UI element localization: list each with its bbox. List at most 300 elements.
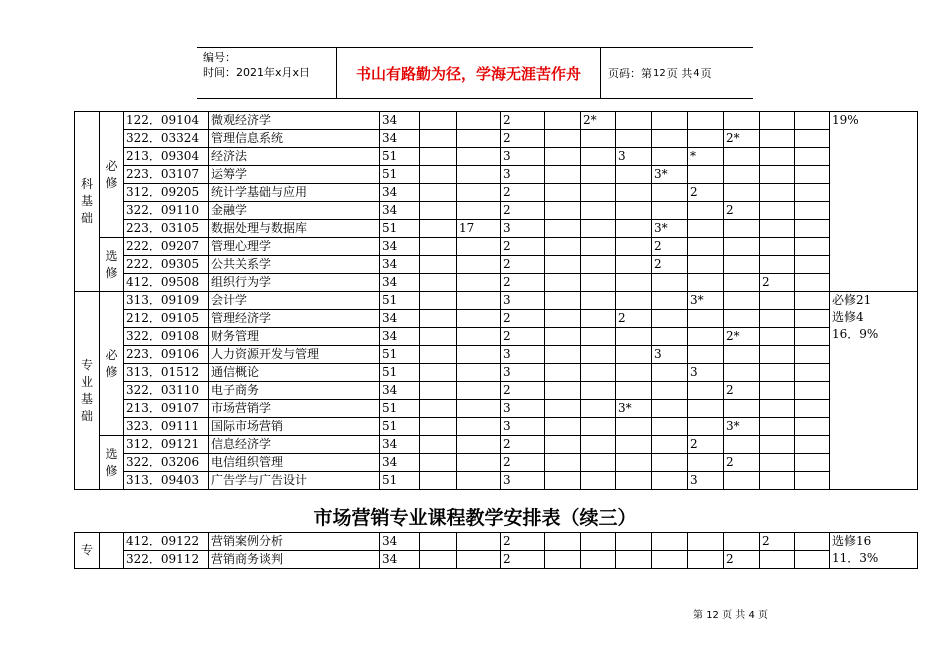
cell-c8 [581,148,616,166]
cell-c7 [545,436,581,454]
footer-page-num: 12 [706,610,719,621]
cell-code: 323．09111 [124,418,209,436]
cell-c7 [545,148,581,166]
cell-c9 [616,364,652,382]
table-row [75,400,918,418]
cell-c5 [457,238,501,256]
cell-credit: 3 [501,292,545,310]
table-row [75,382,918,400]
table-row [75,112,918,130]
table-row [75,418,918,436]
cell-c9: 3 [616,148,652,166]
cell-hours: 34 [380,533,420,551]
cell-c14 [795,148,830,166]
cell-hours: 34 [380,310,420,328]
cell-c5 [457,274,501,292]
cell-c12: 2 [724,551,760,569]
subgroup-bixiu: 必 修 [100,112,124,238]
cell-credit: 3 [501,472,545,490]
table-row [75,472,918,490]
cell-hours: 34 [380,238,420,256]
footer-prefix: 第 [693,610,703,621]
cell-c12 [724,436,760,454]
cell-name: 人力资源开发与管理 [209,346,380,364]
cell-c13: 2 [760,533,795,551]
cell-c14 [795,202,830,220]
cell-c8 [581,328,616,346]
header-time: 时间：2021年x月x日 [203,66,311,79]
cell-c5 [457,551,501,569]
page-header [197,47,753,99]
cell-c13 [760,454,795,472]
cell-c7 [545,551,581,569]
cell-c10: 2 [652,256,688,274]
cell-c13 [760,148,795,166]
cell-name: 通信概论 [209,364,380,382]
cell-c9 [616,202,652,220]
cell-c8 [581,551,616,569]
cell-c5 [457,148,501,166]
table-row [75,220,918,238]
cell-c4 [420,533,457,551]
cell-c12: 2* [724,328,760,346]
cell-c4 [420,256,457,274]
cell-hours: 51 [380,220,420,238]
cell-c10 [652,292,688,310]
cell-c12 [724,400,760,418]
percent-group3: 选修16 11．3% [830,533,918,569]
header-page-info [602,48,753,98]
cell-c8 [581,184,616,202]
cell-c13 [760,472,795,490]
cell-c7 [545,220,581,238]
cell-credit: 3 [501,148,545,166]
cell-code: 322．03324 [124,130,209,148]
cell-name: 统计学基础与应用 [209,184,380,202]
cell-c4 [420,274,457,292]
cell-hours: 34 [380,130,420,148]
cell-c4 [420,184,457,202]
cell-c9 [616,184,652,202]
cell-c11: 3 [688,472,724,490]
cell-code: 322．03110 [124,382,209,400]
cell-c4 [420,238,457,256]
cell-c14 [795,274,830,292]
cell-name: 广告学与广告设计 [209,472,380,490]
cell-c13 [760,382,795,400]
cell-c13 [760,130,795,148]
cell-c8 [581,472,616,490]
cell-c14 [795,472,830,490]
cell-c11 [688,400,724,418]
cell-c4 [420,328,457,346]
table-row [75,364,918,382]
cell-c7 [545,533,581,551]
cell-c5 [457,310,501,328]
footer-suffix: 页 [758,610,769,621]
cell-c10 [652,400,688,418]
cell-name: 数据处理与数据库 [209,220,380,238]
table-row [75,533,918,551]
cell-c7 [545,364,581,382]
cell-c5 [457,202,501,220]
cell-hours: 51 [380,346,420,364]
cell-c8 [581,382,616,400]
cell-credit: 3 [501,400,545,418]
cell-name: 管理经济学 [209,310,380,328]
cell-credit: 3 [501,418,545,436]
cell-credit: 2 [501,551,545,569]
header-page-mid: 页 共 [666,67,693,80]
cell-hours: 51 [380,400,420,418]
cell-c5 [457,472,501,490]
course-table-continued [74,532,918,569]
cell-name: 财务管理 [209,328,380,346]
cell-c9 [616,166,652,184]
cell-credit: 2 [501,202,545,220]
cell-credit: 2 [501,112,545,130]
cell-hours: 34 [380,112,420,130]
cell-c9 [616,274,652,292]
cell-c11 [688,310,724,328]
cell-code: 223．09106 [124,346,209,364]
cell-c4 [420,292,457,310]
cell-name: 电子商务 [209,382,380,400]
cell-c8 [581,533,616,551]
cell-c11 [688,533,724,551]
table-row [75,274,918,292]
cell-c8 [581,274,616,292]
header-left [197,48,337,98]
cell-c14 [795,436,830,454]
table-row [75,238,918,256]
table-row [75,148,918,166]
cell-credit: 2 [501,130,545,148]
cell-c14 [795,112,830,130]
subgroup-xuanxiu: 选 修 [100,436,124,490]
cell-c11: 2 [688,436,724,454]
group-label-zhuan: 专 [75,533,100,569]
cell-c7 [545,184,581,202]
cell-c11 [688,328,724,346]
cell-code: 312．09205 [124,184,209,202]
cell-code: 223．03107 [124,166,209,184]
cell-c9 [616,112,652,130]
cell-name: 国际市场营销 [209,418,380,436]
cell-c13 [760,112,795,130]
cell-c9 [616,238,652,256]
cell-c12: 2 [724,202,760,220]
table-row [75,184,918,202]
cell-name: 运筹学 [209,166,380,184]
cell-c14 [795,533,830,551]
cell-c8 [581,292,616,310]
cell-credit: 2 [501,310,545,328]
cell-c7 [545,238,581,256]
cell-hours: 51 [380,364,420,382]
cell-c13 [760,551,795,569]
cell-c14 [795,364,830,382]
cell-c13 [760,256,795,274]
cell-c7 [545,418,581,436]
cell-c8 [581,346,616,364]
cell-c12 [724,220,760,238]
cell-c9 [616,292,652,310]
cell-code: 213．09107 [124,400,209,418]
cell-c4 [420,364,457,382]
cell-code: 412．09508 [124,274,209,292]
cell-name: 会计学 [209,292,380,310]
table-title: 市场营销专业课程教学安排表（续三） [313,507,637,529]
cell-c9 [616,551,652,569]
cell-code: 213．09304 [124,148,209,166]
cell-c11 [688,346,724,364]
cell-code: 122．09104 [124,112,209,130]
cell-hours: 34 [380,184,420,202]
cell-c8 [581,130,616,148]
table-row [75,256,918,274]
cell-c9 [616,130,652,148]
cell-c12 [724,166,760,184]
cell-c8 [581,220,616,238]
subgroup-xuanxiu: 选 修 [100,238,124,292]
footer-mid: 页 共 [722,610,746,621]
subgroup-bixiu: 必 修 [100,292,124,436]
cell-hours: 51 [380,166,420,184]
cell-hours: 51 [380,472,420,490]
cell-hours: 34 [380,454,420,472]
cell-hours: 34 [380,436,420,454]
cell-c12: 2 [724,454,760,472]
cell-c10 [652,533,688,551]
cell-c10: 2 [652,238,688,256]
cell-credit: 2 [501,238,545,256]
cell-c4 [420,551,457,569]
cell-c10 [652,551,688,569]
cell-c12 [724,238,760,256]
cell-c10 [652,274,688,292]
cell-c5 [457,400,501,418]
cell-c5 [457,382,501,400]
cell-c14 [795,238,830,256]
cell-hours: 51 [380,148,420,166]
cell-c14 [795,220,830,238]
cell-code: 313．09403 [124,472,209,490]
cell-c13 [760,436,795,454]
cell-c10 [652,328,688,346]
cell-c10: 3* [652,220,688,238]
cell-name: 市场营销学 [209,400,380,418]
header-page-prefix: 页码：第 [608,67,652,80]
cell-c13 [760,184,795,202]
cell-c14 [795,328,830,346]
cell-code: 313．09109 [124,292,209,310]
cell-c4 [420,454,457,472]
cell-credit: 2 [501,328,545,346]
table-row [75,436,918,454]
cell-c13 [760,220,795,238]
cell-name: 组织行为学 [209,274,380,292]
cell-c7 [545,472,581,490]
cell-c10 [652,382,688,400]
percent-group1: 19% [830,112,918,292]
cell-c12: 2 [724,382,760,400]
cell-c13 [760,418,795,436]
cell-c11: 3 [688,364,724,382]
cell-name: 管理心理学 [209,238,380,256]
cell-code: 322．09112 [124,551,209,569]
cell-c11 [688,220,724,238]
cell-c11 [688,274,724,292]
cell-c11 [688,202,724,220]
cell-c11 [688,382,724,400]
cell-c12 [724,310,760,328]
cell-c8 [581,256,616,274]
cell-c11: 2 [688,184,724,202]
cell-c11: 3* [688,292,724,310]
cell-code: 322．09110 [124,202,209,220]
cell-c13: 2 [760,274,795,292]
header-motto: 书山有路勤为径，学海无涯苦作舟 [337,48,601,98]
cell-c10 [652,310,688,328]
cell-c4 [420,166,457,184]
cell-credit: 2 [501,454,545,472]
cell-c10 [652,418,688,436]
cell-c12 [724,346,760,364]
cell-c5 [457,454,501,472]
cell-c7 [545,454,581,472]
cell-code: 223．03105 [124,220,209,238]
cell-c13 [760,166,795,184]
cell-c4 [420,472,457,490]
cell-c9 [616,220,652,238]
table-row [75,202,918,220]
cell-c5 [457,346,501,364]
cell-code: 313．01512 [124,364,209,382]
cell-c4 [420,220,457,238]
cell-c10 [652,472,688,490]
cell-c7 [545,202,581,220]
table-row [75,454,918,472]
cell-c11 [688,238,724,256]
cell-hours: 34 [380,382,420,400]
cell-c8 [581,310,616,328]
cell-c14 [795,454,830,472]
cell-c10 [652,184,688,202]
cell-c7 [545,256,581,274]
cell-name: 营销商务谈判 [209,551,380,569]
cell-c7 [545,382,581,400]
cell-c7 [545,310,581,328]
cell-c11 [688,454,724,472]
cell-c12: 2* [724,130,760,148]
cell-credit: 3 [501,364,545,382]
cell-c11: * [688,148,724,166]
cell-c14 [795,130,830,148]
cell-c8 [581,364,616,382]
cell-c9: 2 [616,310,652,328]
header-page-suffix: 页 [700,67,712,80]
cell-name: 经济法 [209,148,380,166]
table-row [75,166,918,184]
cell-c9 [616,436,652,454]
cell-c8 [581,238,616,256]
cell-c5 [457,130,501,148]
course-table-main [74,111,918,490]
cell-name: 管理信息系统 [209,130,380,148]
cell-hours: 34 [380,328,420,346]
cell-c9 [616,472,652,490]
cell-c9 [616,346,652,364]
cell-c14 [795,184,830,202]
cell-c11 [688,256,724,274]
cell-c9 [616,454,652,472]
cell-c8 [581,418,616,436]
cell-c12: 3* [724,418,760,436]
cell-c5 [457,418,501,436]
header-page-num: 12 [653,67,666,79]
cell-code: 322．09108 [124,328,209,346]
header-bianhao: 编号： [203,51,236,64]
table-row [75,292,918,310]
cell-c10 [652,364,688,382]
cell-c5 [457,166,501,184]
cell-c11 [688,166,724,184]
cell-code: 312．09121 [124,436,209,454]
cell-c7 [545,274,581,292]
cell-c7 [545,130,581,148]
cell-name: 金融学 [209,202,380,220]
cell-c9 [616,328,652,346]
cell-c4 [420,346,457,364]
cell-c4 [420,202,457,220]
cell-c10: 3 [652,346,688,364]
group-label-ke-jichu: 科 基 础 [75,112,100,292]
cell-credit: 3 [501,220,545,238]
cell-c7 [545,400,581,418]
cell-hours: 34 [380,274,420,292]
table-row [75,130,918,148]
table-row [75,328,918,346]
cell-name: 营销案例分析 [209,533,380,551]
cell-c11 [688,418,724,436]
cell-c9 [616,256,652,274]
cell-name: 公共关系学 [209,256,380,274]
cell-c8 [581,166,616,184]
cell-c13 [760,346,795,364]
cell-credit: 2 [501,184,545,202]
cell-hours: 34 [380,256,420,274]
cell-c4 [420,130,457,148]
cell-c5 [457,184,501,202]
cell-c5 [457,256,501,274]
cell-credit: 2 [501,274,545,292]
cell-c7 [545,346,581,364]
cell-c8 [581,436,616,454]
cell-credit: 3 [501,346,545,364]
cell-c9 [616,533,652,551]
cell-c14 [795,166,830,184]
cell-c4 [420,436,457,454]
cell-name: 信息经济学 [209,436,380,454]
cell-c5 [457,436,501,454]
cell-c12 [724,274,760,292]
cell-c12 [724,256,760,274]
cell-c5: 17 [457,220,501,238]
cell-c4 [420,382,457,400]
cell-c5 [457,292,501,310]
cell-c10 [652,454,688,472]
